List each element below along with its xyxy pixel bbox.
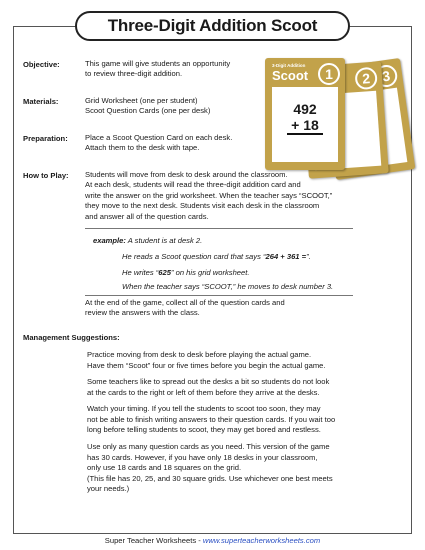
page-title: Three-Digit Addition Scoot — [75, 11, 350, 41]
example-label: example: — [93, 236, 126, 245]
management-line: Some teachers like to spread out the desks a bit so students do not look — [87, 377, 330, 386]
management-line: at the cards to the right or left of them before they arrive at the desks. — [87, 387, 320, 397]
management-line: (This file has 20, 25, and 30 square grids. Use whichever one best meets — [87, 473, 333, 483]
card-1-header: Scoot — [272, 68, 309, 83]
example-step-2-pre: He writes “ — [122, 268, 159, 277]
management-line: long before telling students to scoot, they may get bored and restless. — [87, 425, 321, 435]
card-1-subtitle: 3-Digit Addition — [272, 63, 306, 68]
addition-problem — [272, 101, 338, 135]
card-number-2: 2 — [354, 67, 377, 90]
footer — [0, 536, 425, 545]
objective-line: This game will give students an opportunity — [85, 59, 231, 68]
example-step-2-post: ” on his grid worksheet. — [170, 268, 250, 277]
management-line: Have them “Scoot” four or five times before you begin the actual game. — [87, 360, 326, 370]
scoot-card-1 — [265, 58, 345, 170]
end-line: At the end of the game, collect all of the question cards and — [85, 298, 285, 307]
how-to-play-line: write the answer on the grid worksheet. When the teacher says “SCOOT,” — [85, 190, 333, 200]
example-step-3: When the teacher says “SCOOT,” he moves to desk number 3. — [122, 282, 334, 291]
example-step-1-pre: He reads a Scoot question card that says “ — [122, 252, 266, 261]
example-step-1-post: ”. — [306, 252, 311, 261]
management-paragraph-3 — [87, 404, 387, 436]
example-step-2-answer: 625 — [158, 268, 171, 277]
objective-text — [85, 59, 230, 80]
objective-line: to review three-digit addition. — [85, 69, 183, 79]
how-to-play-label: How to Play: — [23, 171, 69, 180]
end-of-game-text — [85, 298, 285, 319]
management-label: Management Suggestions: — [23, 333, 120, 342]
problem-top-number: 492 — [293, 101, 317, 117]
management-line: only use 18 cards and 18 squares on the grid. — [87, 463, 242, 473]
card-1-face — [272, 87, 338, 162]
how-to-play-line: and answer all of the question cards. — [85, 211, 209, 221]
example-intro — [93, 236, 202, 245]
problem-bottom-number: + 18 — [287, 117, 323, 135]
materials-line: Scoot Question Cards (one per desk) — [85, 106, 211, 116]
end-line: review the answers with the class. — [85, 308, 200, 318]
materials-text — [85, 96, 210, 117]
card-number-3: 3 — [374, 64, 399, 89]
footer-link[interactable]: www.superteacherworksheets.com — [202, 536, 321, 545]
preparation-line: Attach them to the desk with tape. — [85, 143, 200, 153]
management-paragraph-2 — [87, 377, 387, 398]
management-line: not be able to finish writing answers to their question cards. If you wait too — [87, 414, 336, 424]
how-to-play-line: they move to the next desk. Students visit each desk in the classroom — [85, 201, 320, 211]
example-step-1-problem: 264 + 361 = — [265, 252, 307, 261]
example-text: A student is at desk 2. — [127, 236, 203, 245]
management-line: Practice moving from desk to desk before playing the actual game. — [87, 350, 312, 359]
management-line: Watch your timing. If you tell the students to scoot too soon, they may — [87, 404, 321, 413]
management-paragraph-1 — [87, 350, 387, 371]
how-to-play-text — [85, 170, 332, 222]
card-number-1: 1 — [318, 63, 340, 85]
how-to-play-line: Students will move from desk to desk around the classroom. — [85, 170, 288, 179]
management-paragraph-4 — [87, 442, 387, 495]
objective-label: Objective: — [23, 60, 60, 69]
example-step-1 — [122, 252, 311, 261]
footer-text: Super Teacher Worksheets - — [104, 536, 203, 545]
preparation-line: Place a Scoot Question Card on each desk. — [85, 133, 233, 142]
divider-bottom — [85, 295, 353, 296]
management-line: Use only as many question cards as you need. This version of the game — [87, 442, 330, 451]
management-line: your needs.) — [87, 484, 130, 494]
materials-label: Materials: — [23, 97, 59, 106]
divider-top — [85, 228, 353, 229]
preparation-label: Preparation: — [23, 134, 68, 143]
how-to-play-line: At each desk, students will read the three-digit addition card and — [85, 180, 301, 190]
preparation-text — [85, 133, 232, 154]
management-line: has 30 cards. However, if you have only 18 desks in your classroom, — [87, 452, 318, 462]
materials-line: Grid Worksheet (one per student) — [85, 96, 198, 105]
example-step-2 — [122, 268, 249, 277]
